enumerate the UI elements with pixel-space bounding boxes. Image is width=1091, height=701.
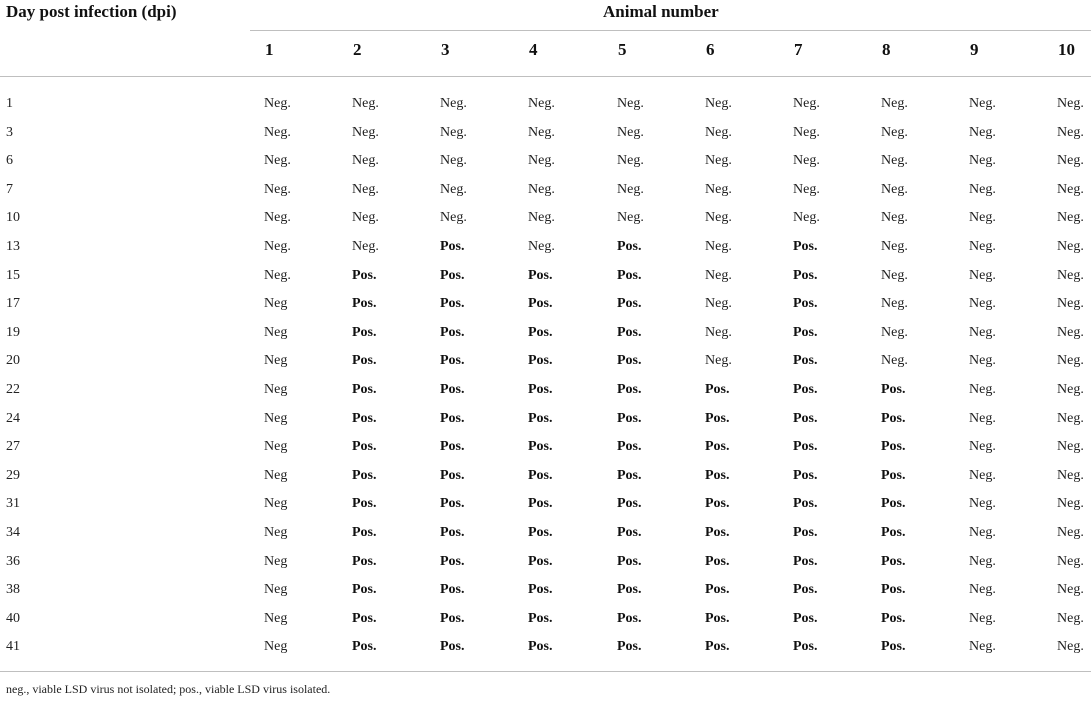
result-cell: Pos.	[617, 467, 642, 483]
dpi-cell: 20	[6, 353, 20, 369]
result-cell: Pos.	[793, 239, 818, 254]
result-cell: Pos.	[440, 610, 465, 626]
dpi-cell: 6	[6, 153, 13, 169]
result-cell: Neg.	[528, 124, 555, 140]
result-cell: Pos.	[617, 382, 642, 397]
dpi-cell: 19	[6, 324, 20, 340]
result-cell: Pos.	[528, 353, 553, 369]
result-cell: Neg.	[440, 153, 467, 169]
animal-col-header: 2	[353, 40, 362, 59]
result-cell: Neg.	[881, 353, 908, 369]
result-cell: Neg.	[881, 239, 908, 254]
result-cell: Pos.	[881, 439, 906, 455]
result-cell: Pos.	[793, 496, 818, 512]
result-cell: Neg.	[528, 96, 555, 111]
result-cell: Neg.	[793, 96, 820, 111]
result-cell: Pos.	[352, 267, 377, 283]
group-header-divider	[250, 30, 1091, 31]
result-cell: Neg.	[1057, 553, 1084, 569]
result-cell: Pos.	[705, 410, 730, 426]
result-cell: Pos.	[528, 553, 553, 569]
result-cell: Neg.	[793, 210, 820, 226]
result-cell: Neg.	[969, 582, 996, 598]
table-row	[0, 438, 1091, 466]
result-cell: Pos.	[528, 610, 553, 626]
result-cell: Pos.	[352, 410, 377, 426]
result-cell: Neg	[264, 553, 288, 569]
result-cell: Neg	[264, 296, 288, 312]
result-cell: Neg.	[705, 96, 732, 111]
table-row	[0, 610, 1091, 638]
result-cell: Neg.	[1057, 610, 1084, 626]
result-cell: Pos.	[881, 610, 906, 626]
result-cell: Neg.	[881, 210, 908, 226]
result-cell: Neg.	[881, 296, 908, 312]
result-cell: Neg.	[969, 324, 996, 340]
result-cell: Pos.	[705, 439, 730, 455]
result-cell: Pos.	[793, 439, 818, 455]
result-cell: Neg.	[528, 239, 555, 254]
result-cell: Pos.	[440, 324, 465, 340]
result-cell: Neg.	[440, 181, 467, 197]
result-cell: Neg.	[705, 153, 732, 169]
result-cell: Neg.	[617, 153, 644, 169]
result-cell: Pos.	[617, 553, 642, 569]
result-cell: Pos.	[705, 525, 730, 540]
dpi-cell: 36	[6, 553, 20, 569]
result-cell: Pos.	[705, 639, 730, 655]
animal-col-header: 5	[618, 40, 627, 59]
result-cell: Pos.	[881, 639, 906, 655]
table-bottom-rule	[0, 671, 1091, 672]
table-footnote: neg., viable LSD virus not isolated; pos., viable LSD virus isolated.	[6, 682, 331, 696]
result-cell: Neg.	[969, 124, 996, 140]
result-cell: Neg.	[705, 324, 732, 340]
table-row	[0, 95, 1091, 123]
animal-col-header: 1	[265, 40, 274, 59]
result-cell: Neg.	[1057, 639, 1084, 655]
table-row	[0, 524, 1091, 552]
result-cell: Neg.	[1057, 296, 1084, 312]
result-cell: Neg.	[352, 210, 379, 226]
result-cell: Neg.	[881, 96, 908, 111]
result-cell: Neg.	[705, 124, 732, 140]
result-cell: Neg.	[705, 296, 732, 312]
table-row	[0, 267, 1091, 295]
result-cell: Pos.	[528, 496, 553, 512]
result-cell: Neg.	[969, 382, 996, 397]
result-cell: Pos.	[352, 582, 377, 598]
result-cell: Pos.	[705, 496, 730, 512]
result-cell: Neg.	[264, 181, 291, 197]
result-cell: Pos.	[528, 439, 553, 455]
result-cell: Pos.	[352, 382, 377, 397]
result-cell: Pos.	[881, 382, 906, 397]
result-cell: Neg.	[881, 124, 908, 140]
table-row	[0, 124, 1091, 152]
result-cell: Pos.	[352, 296, 377, 312]
table-row	[0, 638, 1091, 666]
result-cell: Neg.	[881, 267, 908, 283]
result-cell: Neg.	[1057, 439, 1084, 455]
result-cell: Neg.	[1057, 382, 1084, 397]
result-cell: Neg.	[1057, 153, 1084, 169]
result-cell: Neg.	[969, 353, 996, 369]
result-cell: Pos.	[440, 439, 465, 455]
result-cell: Pos.	[440, 553, 465, 569]
result-cell: Neg.	[1057, 410, 1084, 426]
dpi-cell: 3	[6, 124, 13, 140]
result-cell: Pos.	[528, 267, 553, 283]
result-cell: Neg.	[793, 124, 820, 140]
result-cell: Neg	[264, 324, 288, 340]
table-row	[0, 381, 1091, 409]
result-cell: Neg	[264, 582, 288, 598]
result-cell: Pos.	[793, 582, 818, 598]
result-cell: Neg.	[1057, 353, 1084, 369]
dpi-cell: 34	[6, 525, 20, 540]
result-cell: Neg	[264, 467, 288, 483]
dpi-cell: 17	[6, 296, 20, 312]
animal-col-header: 10	[1058, 40, 1075, 59]
result-cell: Neg.	[705, 210, 732, 226]
result-cell: Neg.	[969, 639, 996, 655]
result-cell: Neg.	[969, 553, 996, 569]
result-cell: Pos.	[793, 525, 818, 540]
result-cell: Pos.	[617, 324, 642, 340]
result-cell: Neg	[264, 353, 288, 369]
result-cell: Neg.	[528, 210, 555, 226]
result-cell: Neg.	[264, 267, 291, 283]
result-cell: Neg.	[1057, 124, 1084, 140]
result-cell: Neg.	[1057, 324, 1084, 340]
result-cell: Neg.	[1057, 582, 1084, 598]
result-cell: Pos.	[881, 525, 906, 540]
result-cell: Pos.	[440, 467, 465, 483]
result-cell: Neg.	[352, 181, 379, 197]
result-cell: Neg	[264, 439, 288, 455]
result-cell: Pos.	[617, 496, 642, 512]
result-cell: Pos.	[793, 353, 818, 369]
result-cell: Neg.	[969, 296, 996, 312]
result-cell: Pos.	[881, 410, 906, 426]
result-cell: Pos.	[440, 496, 465, 512]
result-cell: Pos.	[352, 353, 377, 369]
result-cell: Neg.	[352, 96, 379, 111]
result-cell: Neg.	[352, 124, 379, 140]
result-cell: Neg.	[969, 610, 996, 626]
result-cell: Neg.	[969, 525, 996, 540]
result-cell: Neg.	[969, 410, 996, 426]
dpi-cell: 38	[6, 582, 20, 598]
result-cell: Pos.	[440, 525, 465, 540]
result-cell: Neg.	[969, 96, 996, 111]
result-cell: Neg.	[881, 153, 908, 169]
result-cell: Neg.	[969, 239, 996, 254]
result-cell: Neg.	[440, 210, 467, 226]
result-cell: Pos.	[352, 639, 377, 655]
result-cell: Neg.	[264, 239, 291, 254]
header-divider	[0, 76, 1091, 77]
result-cell: Pos.	[793, 639, 818, 655]
table-row	[0, 152, 1091, 180]
result-cell: Pos.	[352, 439, 377, 455]
dpi-cell: 24	[6, 410, 20, 426]
result-cell: Pos.	[793, 267, 818, 283]
animal-col-header: 8	[882, 40, 891, 59]
result-cell: Neg.	[617, 181, 644, 197]
result-cell: Pos.	[793, 296, 818, 312]
result-cell: Pos.	[440, 267, 465, 283]
result-cell: Pos.	[881, 553, 906, 569]
result-cell: Neg.	[617, 96, 644, 111]
result-cell: Pos.	[528, 410, 553, 426]
dpi-cell: 22	[6, 382, 20, 397]
result-cell: Neg.	[1057, 210, 1084, 226]
animal-col-header: 3	[441, 40, 450, 59]
result-cell: Neg.	[352, 239, 379, 254]
result-cell: Neg.	[881, 324, 908, 340]
dpi-cell: 29	[6, 467, 20, 483]
result-cell: Pos.	[705, 610, 730, 626]
dpi-cell: 7	[6, 181, 13, 197]
result-cell: Pos.	[528, 382, 553, 397]
result-cell: Pos.	[793, 610, 818, 626]
result-cell: Neg.	[969, 210, 996, 226]
result-cell: Neg.	[969, 181, 996, 197]
result-cell: Neg.	[1057, 525, 1084, 540]
result-cell: Neg.	[528, 153, 555, 169]
result-cell: Neg	[264, 410, 288, 426]
group-header: Animal number	[603, 2, 719, 21]
result-cell: Neg.	[352, 153, 379, 169]
result-cell: Neg.	[793, 181, 820, 197]
result-cell: Neg.	[881, 181, 908, 197]
dpi-cell: 13	[6, 239, 20, 254]
result-cell: Pos.	[617, 353, 642, 369]
result-cell: Pos.	[881, 467, 906, 483]
result-cell: Neg.	[705, 267, 732, 283]
dpi-cell: 31	[6, 496, 20, 512]
result-cell: Pos.	[440, 296, 465, 312]
result-cell: Neg	[264, 382, 288, 397]
table-row	[0, 238, 1091, 266]
result-cell: Neg.	[528, 181, 555, 197]
result-cell: Pos.	[440, 382, 465, 397]
result-cell: Pos.	[440, 582, 465, 598]
dpi-cell: 15	[6, 267, 20, 283]
result-cell: Pos.	[440, 410, 465, 426]
result-cell: Pos.	[528, 324, 553, 340]
result-cell: Neg.	[264, 96, 291, 111]
animal-col-header: 7	[794, 40, 803, 59]
result-cell: Neg	[264, 496, 288, 512]
result-cell: Neg.	[1057, 181, 1084, 197]
table-row	[0, 553, 1091, 581]
result-cell: Neg.	[969, 153, 996, 169]
result-cell: Pos.	[793, 324, 818, 340]
table-row	[0, 324, 1091, 352]
result-cell: Pos.	[528, 296, 553, 312]
result-cell: Pos.	[617, 267, 642, 283]
table-row	[0, 352, 1091, 380]
result-cell: Pos.	[352, 496, 377, 512]
result-cell: Pos.	[793, 382, 818, 397]
result-cell: Pos.	[440, 353, 465, 369]
result-cell: Neg.	[617, 210, 644, 226]
result-cell: Neg.	[440, 124, 467, 140]
table-row	[0, 209, 1091, 237]
result-cell: Neg.	[705, 239, 732, 254]
table-row	[0, 467, 1091, 495]
result-cell: Pos.	[617, 639, 642, 655]
result-cell: Neg.	[969, 439, 996, 455]
result-cell: Pos.	[617, 239, 642, 254]
result-cell: Neg.	[264, 124, 291, 140]
result-cell: Pos.	[352, 324, 377, 340]
result-cell: Pos.	[793, 467, 818, 483]
result-cell: Neg.	[969, 496, 996, 512]
result-cell: Neg.	[264, 153, 291, 169]
result-cell: Pos.	[793, 410, 818, 426]
result-cell: Neg.	[1057, 96, 1084, 111]
result-cell: Pos.	[617, 525, 642, 540]
dpi-cell: 40	[6, 610, 20, 626]
dpi-cell: 1	[6, 96, 13, 111]
row-header: Day post infection (dpi)	[6, 2, 177, 21]
result-cell: Neg.	[440, 96, 467, 111]
table-row	[0, 581, 1091, 609]
result-cell: Neg.	[705, 181, 732, 197]
result-cell: Neg.	[969, 267, 996, 283]
result-cell: Neg	[264, 525, 288, 540]
result-cell: Pos.	[617, 410, 642, 426]
result-cell: Pos.	[528, 467, 553, 483]
animal-col-header: 6	[706, 40, 715, 59]
result-cell: Pos.	[352, 553, 377, 569]
result-cell: Neg.	[264, 210, 291, 226]
result-cell: Pos.	[881, 496, 906, 512]
result-cell: Pos.	[793, 553, 818, 569]
result-cell: Pos.	[705, 467, 730, 483]
table-row	[0, 495, 1091, 523]
result-cell: Pos.	[440, 239, 465, 254]
dpi-cell: 27	[6, 439, 20, 455]
table-row	[0, 295, 1091, 323]
result-cell: Pos.	[528, 582, 553, 598]
result-cell: Neg	[264, 610, 288, 626]
result-cell: Pos.	[617, 582, 642, 598]
result-cell: Neg.	[793, 153, 820, 169]
table-row	[0, 410, 1091, 438]
result-cell: Neg.	[1057, 267, 1084, 283]
result-cell: Pos.	[440, 639, 465, 655]
result-cell: Pos.	[617, 439, 642, 455]
result-cell: Pos.	[705, 382, 730, 397]
result-cell: Pos.	[705, 582, 730, 598]
result-cell: Pos.	[528, 525, 553, 540]
table-row	[0, 181, 1091, 209]
result-cell: Neg	[264, 639, 288, 655]
animal-col-header: 4	[529, 40, 538, 59]
animal-col-header: 9	[970, 40, 979, 59]
dpi-cell: 10	[6, 210, 20, 226]
result-cell: Pos.	[617, 296, 642, 312]
result-cell: Neg.	[617, 124, 644, 140]
result-cell: Pos.	[352, 467, 377, 483]
result-cell: Neg.	[969, 467, 996, 483]
result-cell: Neg.	[705, 353, 732, 369]
dpi-cell: 41	[6, 639, 20, 655]
result-cell: Pos.	[352, 610, 377, 626]
result-cell: Pos.	[881, 582, 906, 598]
result-cell: Pos.	[705, 553, 730, 569]
result-cell: Neg.	[1057, 496, 1084, 512]
result-cell: Neg.	[1057, 467, 1084, 483]
result-cell: Neg.	[1057, 239, 1084, 254]
result-cell: Pos.	[352, 525, 377, 540]
result-cell: Pos.	[617, 610, 642, 626]
result-cell: Pos.	[528, 639, 553, 655]
